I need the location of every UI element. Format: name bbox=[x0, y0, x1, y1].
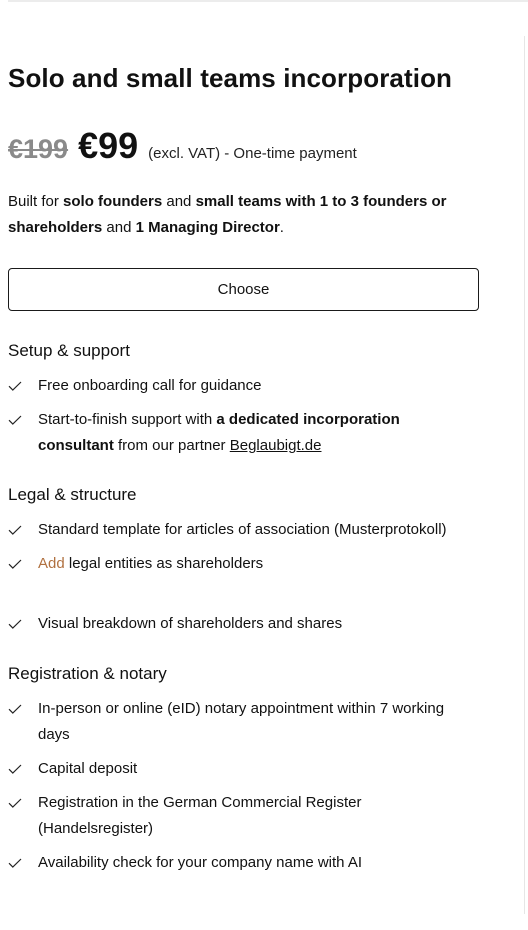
desc-text: . bbox=[279, 219, 284, 236]
pricing-card bbox=[8, 62, 480, 876]
desc-highlight: small teams with 1 to 3 founders or shareholders bbox=[8, 193, 447, 236]
section-setup bbox=[8, 340, 480, 459]
plan-title: Solo and small teams incorporation bbox=[8, 63, 453, 93]
feature-highlight: a dedicated incorporation consultant bbox=[38, 411, 400, 454]
feature-item bbox=[8, 696, 480, 748]
top-divider bbox=[8, 0, 528, 2]
desc-text: and bbox=[102, 219, 136, 236]
feature-item bbox=[8, 850, 480, 876]
price-row bbox=[8, 125, 480, 165]
check-icon bbox=[8, 790, 38, 816]
plan-description bbox=[8, 189, 480, 241]
feature-text bbox=[38, 551, 468, 577]
feature-text: In-person or online (eID) notary appointment within 7 working days bbox=[38, 700, 445, 743]
section-legal bbox=[8, 484, 480, 637]
feature-text: Capital deposit bbox=[38, 760, 138, 777]
feature-text: Registration in the German Commercial Register (Handelsregister) bbox=[38, 794, 362, 837]
price-note: (excl. VAT) - One-time payment bbox=[148, 145, 357, 162]
old-price: €199 bbox=[8, 134, 69, 164]
check-icon bbox=[8, 517, 38, 543]
check-icon bbox=[8, 756, 38, 782]
check-icon bbox=[8, 611, 38, 637]
check-icon bbox=[8, 551, 38, 577]
partner-link[interactable]: Beglaubigt.de bbox=[229, 437, 322, 454]
feature-item bbox=[8, 790, 480, 842]
section-title: Legal & structure bbox=[8, 485, 137, 504]
check-icon bbox=[8, 407, 38, 433]
desc-text: and bbox=[162, 193, 196, 210]
feature-text: Visual breakdown of shareholders and shares bbox=[38, 615, 343, 632]
feature-item bbox=[8, 611, 480, 637]
feature-text-part: legal entities as shareholders bbox=[64, 555, 264, 572]
feature-text: Standard template for articles of association (Musterprotokoll) bbox=[38, 521, 447, 538]
feature-text: Free onboarding call for guidance bbox=[38, 377, 262, 394]
feature-item bbox=[8, 517, 480, 543]
choose-button[interactable]: Choose bbox=[8, 268, 479, 311]
desc-text: Built for bbox=[8, 193, 64, 210]
feature-text: Availability check for your company name with AI bbox=[38, 854, 363, 871]
check-icon bbox=[8, 850, 38, 876]
check-icon bbox=[8, 373, 38, 399]
desc-highlight: solo founders bbox=[63, 193, 163, 210]
feature-text bbox=[38, 407, 468, 459]
feature-text-part: from our partner bbox=[113, 437, 230, 454]
feature-item bbox=[8, 407, 480, 459]
add-link[interactable]: Add bbox=[38, 555, 65, 572]
section-registration bbox=[8, 663, 480, 876]
new-price: €99 bbox=[78, 125, 139, 166]
section-title: Registration & notary bbox=[8, 664, 167, 683]
right-divider bbox=[524, 36, 525, 914]
feature-item bbox=[8, 551, 480, 577]
section-title: Setup & support bbox=[8, 341, 130, 360]
feature-item bbox=[8, 756, 480, 782]
desc-highlight: 1 Managing Director bbox=[135, 219, 280, 236]
feature-item bbox=[8, 373, 480, 399]
check-icon bbox=[8, 696, 38, 722]
feature-text-part: Start-to-finish support with bbox=[38, 411, 217, 428]
